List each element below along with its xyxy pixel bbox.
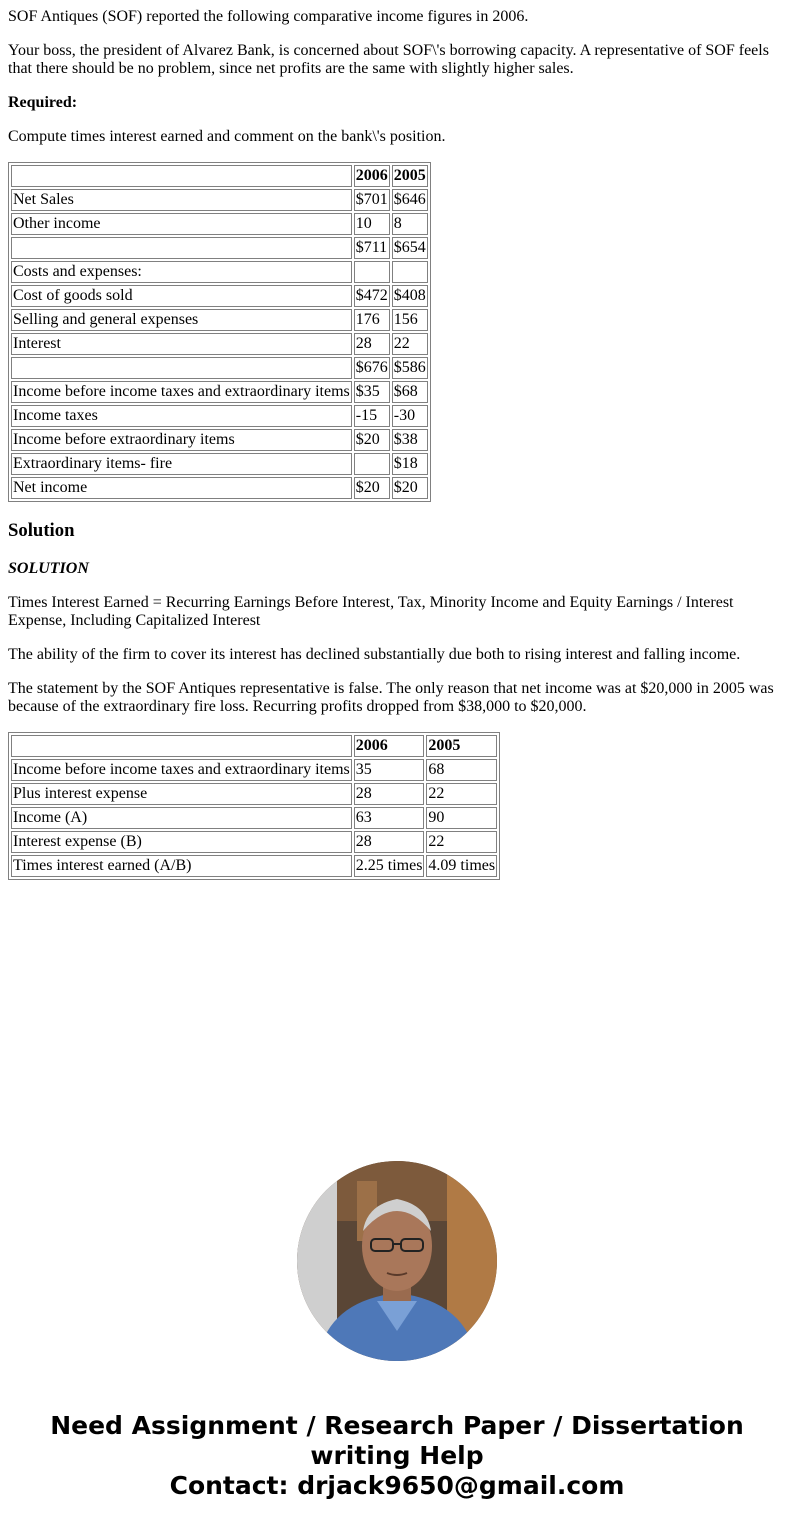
- table-row: [11, 477, 428, 499]
- table-header-cell: 2005: [426, 735, 497, 757]
- table-cell: -30: [392, 405, 428, 427]
- table-row: [11, 237, 428, 259]
- table-row: [11, 357, 428, 379]
- table-cell: $20: [354, 477, 390, 499]
- table-header-cell: 2005: [392, 165, 428, 187]
- table-cell: 28: [354, 831, 425, 853]
- table-cell: $35: [354, 381, 390, 403]
- table-row: [11, 783, 497, 805]
- table-cell: $18: [392, 453, 428, 475]
- solution-label: SOLUTION: [8, 560, 89, 577]
- table-cell: Income before extraordinary items: [11, 429, 352, 451]
- question-context: Your boss, the president of Alvarez Bank, is concerned about SOF\'s borrowing capacity. A representative of SOF feels that there should be no problem, since net profits are the same with slightly higher sales.: [8, 42, 769, 77]
- table-row: [11, 831, 497, 853]
- table-cell: Selling and general expenses: [11, 309, 352, 331]
- table-cell: Other income: [11, 213, 352, 235]
- solution-heading: Solution: [8, 520, 75, 541]
- table-cell: 156: [392, 309, 428, 331]
- table-row: [11, 453, 428, 475]
- table-cell: Income taxes: [11, 405, 352, 427]
- question-intro: SOF Antiques (SOF) reported the following comparative income figures in 2006.: [8, 8, 529, 25]
- table-cell: Interest expense (B): [11, 831, 352, 853]
- table-cell: [11, 357, 352, 379]
- table-cell: $701: [354, 189, 390, 211]
- help-banner-line-2: writing Help: [310, 1441, 484, 1470]
- help-banner-line-1: Need Assignment / Research Paper / Dissertation: [50, 1411, 744, 1440]
- table-row: [11, 309, 428, 331]
- table-cell: Interest: [11, 333, 352, 355]
- table-cell: Income before income taxes and extraordinary items: [11, 759, 352, 781]
- table-row: [11, 285, 428, 307]
- document-body: [0, 8, 794, 880]
- table-cell: 4.09 times: [426, 855, 497, 877]
- help-banner-contact: Contact: drjack9650@gmail.com: [169, 1471, 625, 1500]
- table-cell: $711: [354, 237, 390, 259]
- table-row: [11, 213, 428, 235]
- table-cell: Net Sales: [11, 189, 352, 211]
- table-cell: [354, 261, 390, 283]
- table-cell: $20: [392, 477, 428, 499]
- table-row: [11, 381, 428, 403]
- table-header-row: [11, 165, 428, 187]
- table-cell: 2.25 times: [354, 855, 425, 877]
- table-cell: 63: [354, 807, 425, 829]
- table-cell: $68: [392, 381, 428, 403]
- table-header-cell: [11, 165, 352, 187]
- income-table: [8, 162, 431, 502]
- table-cell: 22: [426, 783, 497, 805]
- table-cell: Income (A): [11, 807, 352, 829]
- table-cell: 28: [354, 333, 390, 355]
- table-cell: 68: [426, 759, 497, 781]
- table-cell: Times interest earned (A/B): [11, 855, 352, 877]
- author-avatar: [297, 1161, 497, 1361]
- table-row: [11, 405, 428, 427]
- required-label: Required:: [8, 94, 78, 111]
- table-cell: [392, 261, 428, 283]
- solution-formula: Times Interest Earned = Recurring Earnings Before Interest, Tax, Minority Income and Equity Earnings / Interest Expense, Including Capitalized Interest: [8, 594, 734, 629]
- table-row: [11, 855, 497, 877]
- table-cell: Plus interest expense: [11, 783, 352, 805]
- table-cell: 22: [392, 333, 428, 355]
- table-cell: $408: [392, 285, 428, 307]
- table-header-row: [11, 735, 497, 757]
- table-row: [11, 189, 428, 211]
- table-row: [11, 807, 497, 829]
- solution-comment-2: The statement by the SOF Antiques representative is false. The only reason that net income was at $20,000 in 2005 was because of the extraordinary fire loss. Recurring profits dropped from $38,000 to $20,000.: [8, 680, 774, 715]
- table-cell: Income before income taxes and extraordinary items: [11, 381, 352, 403]
- table-cell: $676: [354, 357, 390, 379]
- table-cell: $646: [392, 189, 428, 211]
- table-row: [11, 429, 428, 451]
- table-header-cell: 2006: [354, 165, 390, 187]
- table-cell: [11, 237, 352, 259]
- table-cell: 8: [392, 213, 428, 235]
- table-cell: Costs and expenses:: [11, 261, 352, 283]
- table-cell: Extraordinary items- fire: [11, 453, 352, 475]
- solution-comment-1: The ability of the firm to cover its interest has declined substantially due both to rising interest and falling income.: [8, 646, 741, 663]
- table-row: [11, 261, 428, 283]
- table-header-cell: [11, 735, 352, 757]
- table-cell: 90: [426, 807, 497, 829]
- times-interest-earned-table: [8, 732, 500, 880]
- table-cell: $38: [392, 429, 428, 451]
- table-cell: [354, 453, 390, 475]
- table-cell: 176: [354, 309, 390, 331]
- table-cell: Cost of goods sold: [11, 285, 352, 307]
- table-cell: Net income: [11, 477, 352, 499]
- table-cell: $472: [354, 285, 390, 307]
- table-row: [11, 333, 428, 355]
- table-cell: $654: [392, 237, 428, 259]
- table-cell: 22: [426, 831, 497, 853]
- table-cell: 35: [354, 759, 425, 781]
- table-cell: -15: [354, 405, 390, 427]
- table-header-cell: 2006: [354, 735, 425, 757]
- author-photo: [297, 1161, 497, 1361]
- table-cell: $20: [354, 429, 390, 451]
- help-banner: [0, 1411, 794, 1501]
- question-task: Compute times interest earned and comment on the bank\'s position.: [8, 128, 446, 145]
- table-row: [11, 759, 497, 781]
- table-cell: 10: [354, 213, 390, 235]
- table-cell: $586: [392, 357, 428, 379]
- table-cell: 28: [354, 783, 425, 805]
